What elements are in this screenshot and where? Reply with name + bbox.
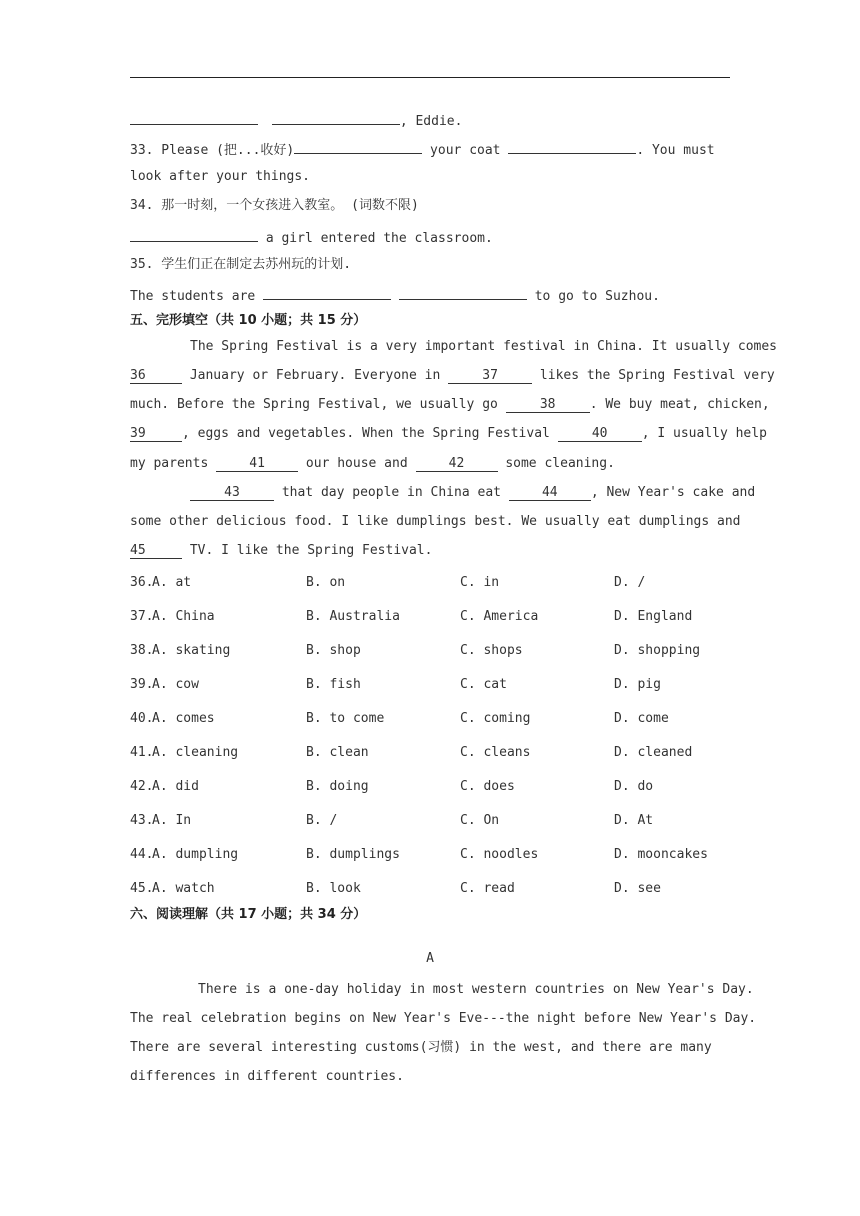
answer-option[interactable]: A. at <box>152 575 192 590</box>
q35-head: The students are <box>130 289 264 304</box>
q33-continuation: look after your things. <box>130 169 311 184</box>
cloze-line-3 <box>130 396 770 414</box>
reading-line-2: The real celebration begins on New Year's Eve---the night before New Year's Day. <box>130 1011 757 1026</box>
q35-space <box>391 289 399 304</box>
question-number: 40. <box>130 711 154 726</box>
cloze-text: our house and <box>298 456 416 471</box>
answer-option[interactable]: A. watch <box>152 881 215 896</box>
q32-answer-line <box>130 110 730 131</box>
section-6-title: 六、阅读理解（共 17 小题；共 34 分） <box>130 907 367 922</box>
cloze-blank-43[interactable]: 43 <box>190 486 274 501</box>
option-row <box>130 880 730 898</box>
cloze-text: likes the Spring Festival very <box>532 368 775 383</box>
q34-tail: a girl entered the classroom. <box>258 231 493 246</box>
cloze-text: , I usually help <box>641 426 767 441</box>
answer-option[interactable]: D. At <box>614 813 654 828</box>
answer-option[interactable]: B. fish <box>306 677 361 692</box>
question-number: 45. <box>130 881 154 896</box>
cloze-text: some cleaning. <box>497 456 615 471</box>
answer-option[interactable]: A. cow <box>152 677 199 692</box>
option-row <box>130 846 730 864</box>
reading-line-1: There is a one-day holiday in most western countries on New Year's Day. <box>198 982 754 997</box>
answer-option[interactable]: B. on <box>306 575 346 590</box>
answer-option[interactable]: C. shops <box>460 643 523 658</box>
question-number: 42. <box>130 779 154 794</box>
top-divider <box>130 77 730 78</box>
q34-prompt: 34. 那一时刻，一个女孩进入教室。 (词数不限) <box>130 198 419 213</box>
answer-option[interactable]: B. shop <box>306 643 361 658</box>
answer-option[interactable]: C. cleans <box>460 745 531 760</box>
cloze-text: my parents <box>130 456 217 471</box>
answer-option[interactable]: A. comes <box>152 711 215 726</box>
cloze-blank-42[interactable]: 42 <box>416 457 498 472</box>
question-number: 37. <box>130 609 154 624</box>
q33-line <box>130 139 730 160</box>
q33-mid: your coat <box>422 143 509 158</box>
cloze-line-1: The Spring Festival is a very important festival in China. It usually comes <box>190 339 777 354</box>
q35-tail: to go to Suzhou. <box>526 289 660 304</box>
cloze-line-4 <box>130 425 767 443</box>
answer-blank[interactable] <box>130 227 258 242</box>
answer-option[interactable]: B. doing <box>306 779 369 794</box>
answer-blank[interactable] <box>272 110 400 125</box>
answer-option[interactable]: D. come <box>614 711 669 726</box>
cloze-text: January or February. Everyone in <box>182 368 449 383</box>
answer-blank[interactable] <box>399 285 527 300</box>
reading-line-3: There are several interesting customs(习惯) in the west, and there are many <box>130 1040 712 1055</box>
answer-option[interactable]: C. does <box>460 779 515 794</box>
option-row <box>130 642 730 660</box>
answer-option[interactable]: C. coming <box>460 711 531 726</box>
option-row <box>130 778 730 796</box>
q34-answer-line <box>130 227 730 248</box>
answer-option[interactable]: D. cleaned <box>614 745 693 760</box>
cloze-blank-37[interactable]: 37 <box>448 369 532 384</box>
cloze-line-8 <box>130 542 730 560</box>
cloze-line-7: some other delicious food. I like dumplings best. We usually eat dumplings and <box>130 514 741 529</box>
section-5-title: 五、完形填空（共 10 小题；共 15 分） <box>130 313 367 328</box>
cloze-line-2 <box>130 367 775 385</box>
passage-label: A <box>426 951 434 966</box>
reading-line-4: differences in different countries. <box>130 1069 404 1084</box>
q33-tail: . You must <box>636 143 715 158</box>
cloze-blank-39[interactable]: 39 <box>130 427 182 442</box>
answer-blank[interactable] <box>130 110 258 125</box>
answer-option[interactable]: B. dumplings <box>306 847 400 862</box>
answer-option[interactable]: A. did <box>152 779 199 794</box>
answer-option[interactable]: B. / <box>306 813 338 828</box>
answer-option[interactable]: D. / <box>614 575 646 590</box>
question-number: 44. <box>130 847 154 862</box>
answer-option[interactable]: D. pig <box>614 677 661 692</box>
option-row <box>130 744 730 762</box>
cloze-blank-44[interactable]: 44 <box>509 486 591 501</box>
answer-option[interactable]: A. dumpling <box>152 847 239 862</box>
cloze-text: , New Year's cake and <box>590 485 756 500</box>
cloze-blank-36[interactable]: 36 <box>130 369 182 384</box>
cloze-line-5 <box>130 455 730 473</box>
option-row <box>130 710 730 728</box>
answer-option[interactable]: A. China <box>152 609 215 624</box>
cloze-text: that day people in China eat <box>274 485 509 500</box>
cloze-text: , eggs and vegetables. When the Spring Festival <box>182 426 558 441</box>
answer-blank[interactable] <box>508 139 636 154</box>
question-number: 43. <box>130 813 154 828</box>
cloze-text: . We buy meat, chicken, <box>589 397 770 412</box>
cloze-text: much. Before the Spring Festival, we usually go <box>130 397 506 412</box>
q35-answer-line <box>130 285 730 306</box>
answer-option[interactable]: C. in <box>460 575 500 590</box>
answer-option[interactable]: C. read <box>460 881 515 896</box>
cloze-line-6 <box>130 484 756 502</box>
question-number: 38. <box>130 643 154 658</box>
question-number: 36. <box>130 575 154 590</box>
answer-option[interactable]: B. Australia <box>306 609 400 624</box>
answer-option[interactable]: A. cleaning <box>152 745 239 760</box>
answer-blank[interactable] <box>294 139 422 154</box>
answer-option[interactable]: A. skating <box>152 643 231 658</box>
answer-option[interactable]: C. On <box>460 813 500 828</box>
option-row <box>130 608 730 626</box>
answer-option[interactable]: D. England <box>614 609 693 624</box>
question-number: 39. <box>130 677 154 692</box>
answer-option[interactable]: D. see <box>614 881 661 896</box>
answer-option[interactable]: B. look <box>306 881 361 896</box>
answer-option[interactable]: B. to come <box>306 711 385 726</box>
option-row <box>130 574 730 592</box>
option-row <box>130 676 730 694</box>
answer-option[interactable]: C. America <box>460 609 539 624</box>
answer-option[interactable]: C. cat <box>460 677 507 692</box>
answer-option[interactable]: B. clean <box>306 745 369 760</box>
cloze-blank-45[interactable]: 45 <box>130 544 182 559</box>
question-number: 41. <box>130 745 154 760</box>
cloze-blank-41[interactable]: 41 <box>216 457 298 472</box>
q33-prompt: 33. Please (把...收好) <box>130 143 295 158</box>
cloze-blank-38[interactable]: 38 <box>506 398 590 413</box>
cloze-text: TV. I like the Spring Festival. <box>182 543 433 558</box>
answer-option[interactable]: D. shopping <box>614 643 701 658</box>
answer-blank[interactable] <box>263 285 391 300</box>
cloze-blank-40[interactable]: 40 <box>558 427 642 442</box>
answer-option[interactable]: D. mooncakes <box>614 847 708 862</box>
q32-tail: , Eddie. <box>399 114 463 129</box>
answer-option[interactable]: A. In <box>152 813 192 828</box>
answer-option[interactable]: C. noodles <box>460 847 539 862</box>
option-row <box>130 812 730 830</box>
answer-option[interactable]: D. do <box>614 779 654 794</box>
q35-prompt: 35. 学生们正在制定去苏州玩的计划. <box>130 257 352 272</box>
